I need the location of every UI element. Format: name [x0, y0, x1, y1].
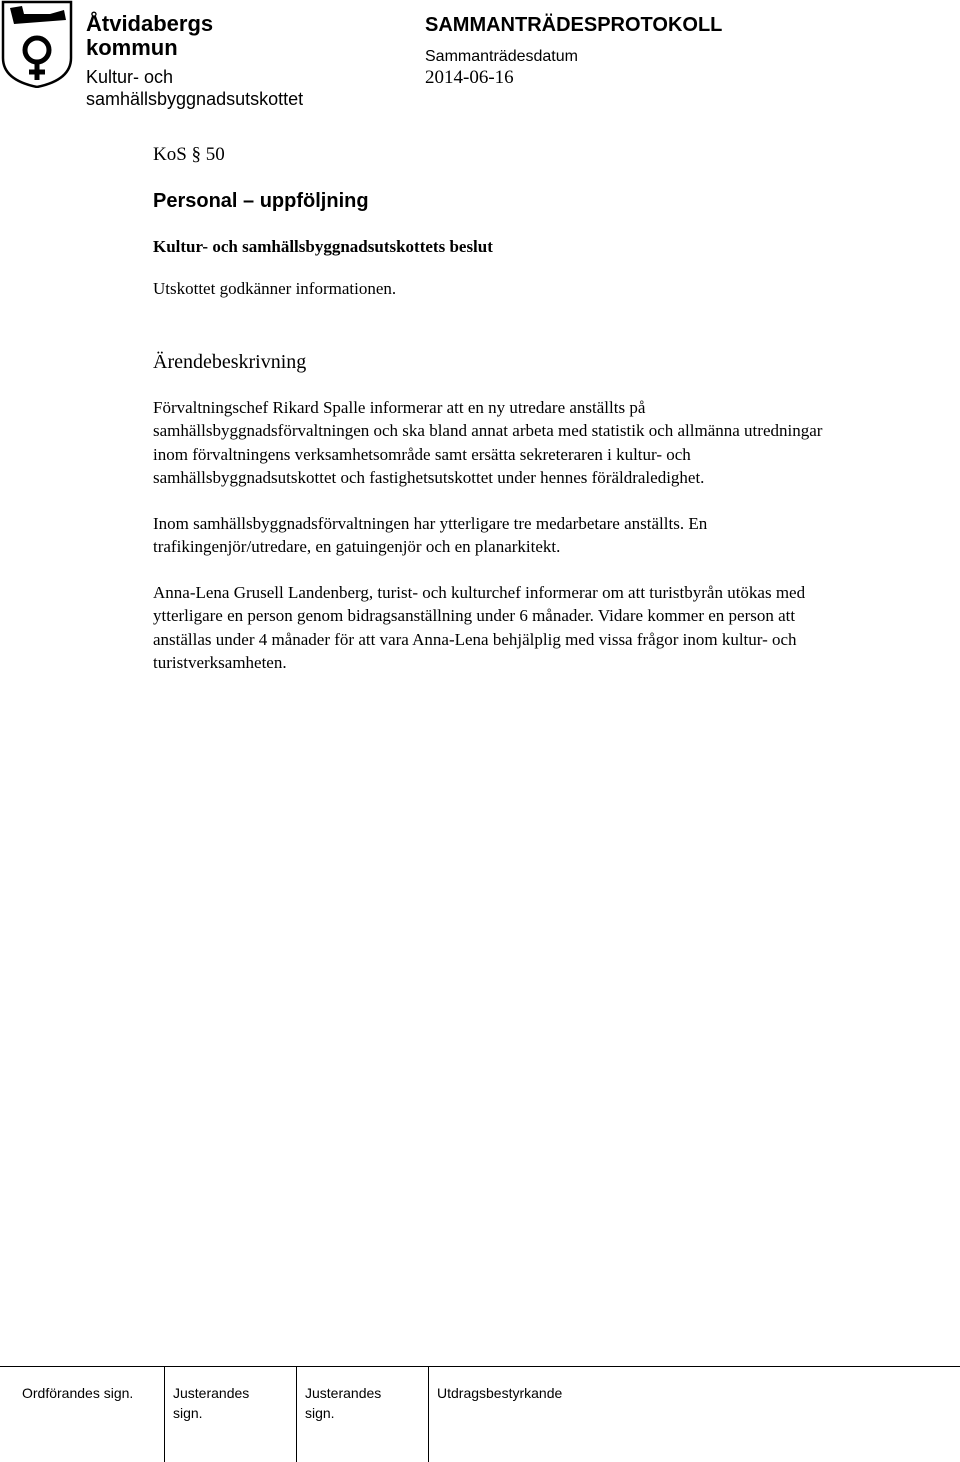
date-value: 2014-06-16: [425, 67, 514, 88]
description-paragraph: Anna-Lena Grusell Landenberg, turist- och kulturchef informerar om att turistbyrån utökas med ytterligare en person genom bidragsanställning under 6 månader. Vidare kommer en person att anställas under 4 månader för att vara Anna-Lena behjälplig med vissa frågor inom kultur- och turistverksamheten.: [153, 582, 806, 672]
adjuster1-label-line2: sign.: [173, 1405, 203, 1421]
department-line1: Kultur- och: [86, 67, 174, 87]
adjuster1-sign-cell: [164, 1367, 296, 1462]
date-label: Sammanträdesdatum: [425, 48, 578, 65]
extract-certifier-cell: [428, 1367, 960, 1462]
department: [86, 66, 303, 110]
adjuster2-sign-cell: [296, 1367, 428, 1462]
signature-footer: [0, 1366, 960, 1462]
document-title: Personal – uppföljning: [153, 190, 369, 212]
org-name-line2: kommun: [86, 35, 178, 60]
adjuster2-label-line1: Justerandes: [305, 1385, 382, 1401]
description-paragraph: Inom samhällsbyggnadsförvaltningen har ytterligare tre medarbetare anställts. En trafikingenjör/utredare, en gatuingenjör och en planarkitekt.: [153, 513, 708, 556]
decision-heading: Kultur- och samhällsbyggnadsutskottets beslut: [153, 237, 493, 256]
extract-certifier-label: Utdragsbestyrkande: [437, 1385, 563, 1401]
chair-sign-cell: [14, 1367, 164, 1462]
org-name: [86, 12, 213, 60]
document-body: [153, 144, 853, 697]
description-paragraph: Förvaltningschef Rikard Spalle informerar att en ny utredare anställts på samhällsbyggnadsförvaltningen och ska bland annat arbeta med statistik och allmänna utredningar inom förvaltningens verksamhetsområde samt ersätta sekreteraren i kultur- och samhällsbyggnadsutskottet och fastighetsutskottet under hennes föräldraledighet.: [153, 397, 823, 487]
paragraph-number: KoS § 50: [153, 144, 225, 165]
protocol-title: SAMMANTRÄDESPROTOKOLL: [425, 14, 723, 36]
decision-text: Utskottet godkänner informationen.: [153, 279, 397, 298]
adjuster1-label-line1: Justerandes: [173, 1385, 250, 1401]
department-line2: samhällsbyggnadsutskottet: [86, 89, 304, 109]
municipality-logo: [0, 0, 74, 88]
org-name-line1: Åtvidabergs: [86, 11, 214, 36]
adjuster2-label-line2: sign.: [305, 1405, 335, 1421]
chair-sign-label: Ordförandes sign.: [22, 1385, 134, 1401]
description-heading: Ärendebeskrivning: [153, 350, 307, 373]
